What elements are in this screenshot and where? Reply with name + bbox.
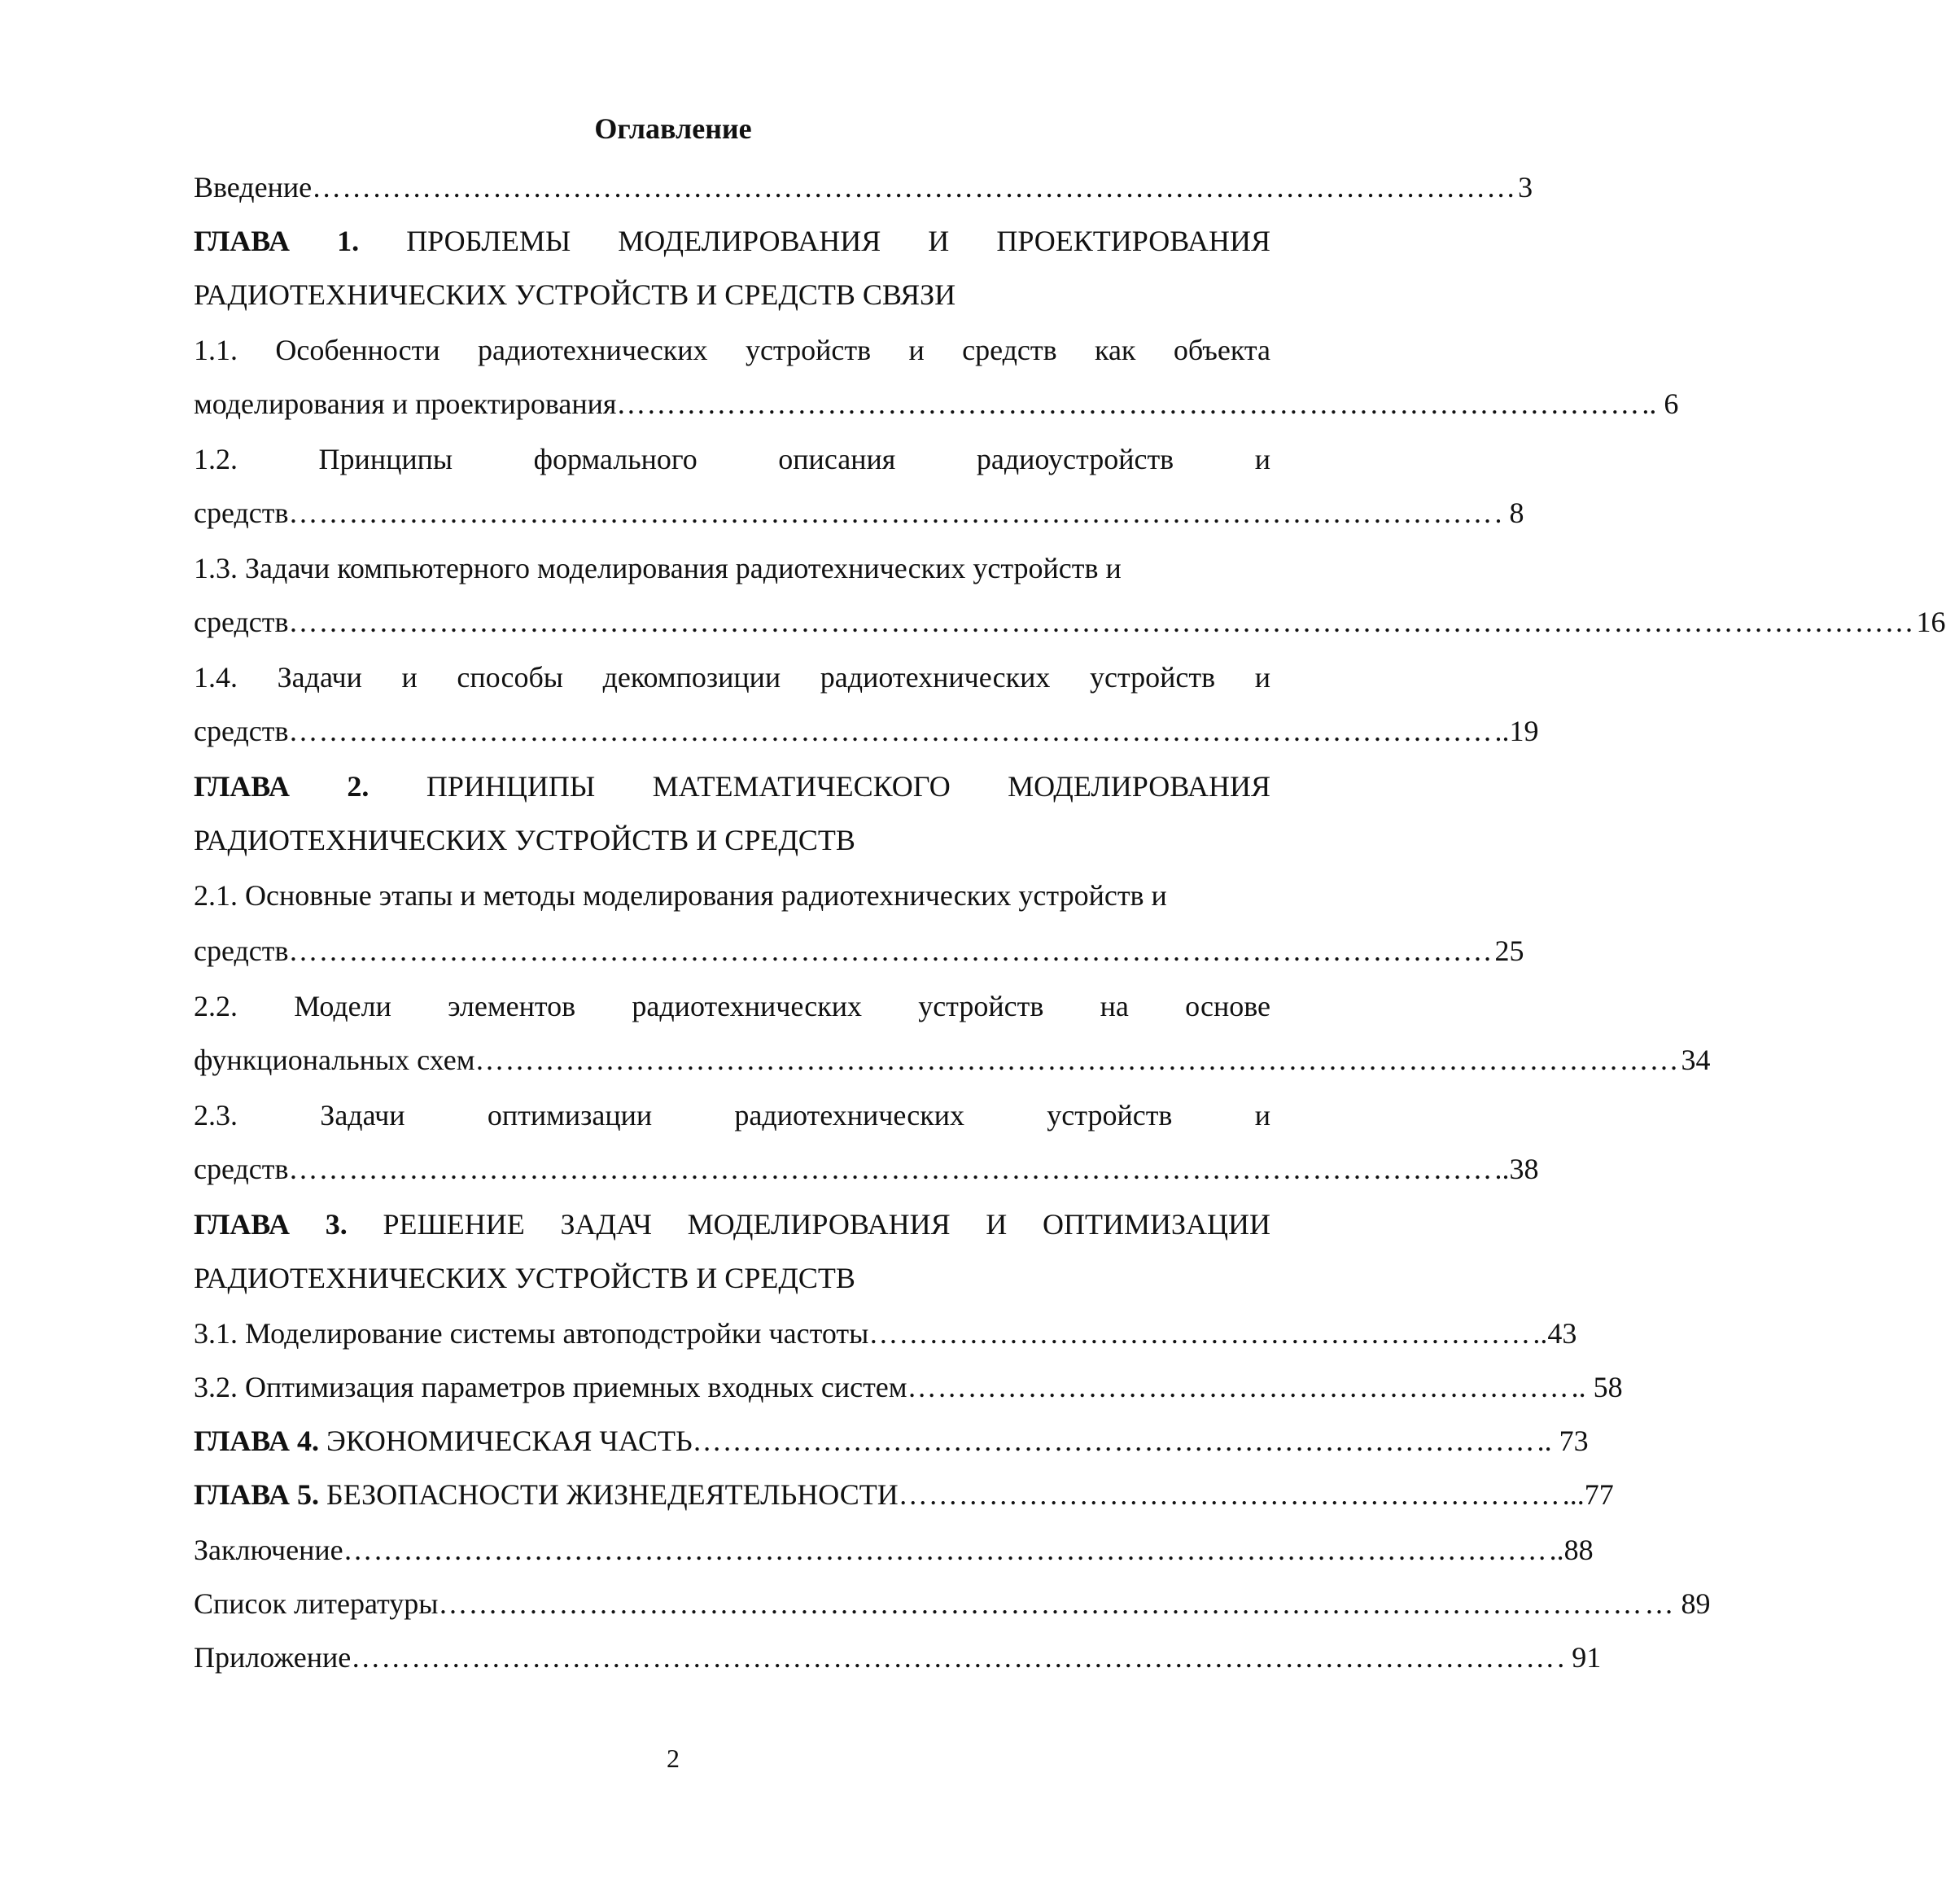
chapter-label: ГЛАВА 4.: [194, 1425, 320, 1457]
toc-entry-label: моделирования и проектирования: [194, 387, 617, 420]
dot-leader: …………………………………………………………………………………………………………: [288, 1153, 1493, 1185]
toc-entry-appendix[interactable]: [194, 1638, 1602, 1677]
toc-section-1-4-line2[interactable]: [194, 711, 1539, 751]
dot-leader: …………………………………………………………………………………………………………: [312, 171, 1517, 204]
toc-page-number: ..19: [1494, 715, 1539, 747]
toc-page-number: … 89: [1644, 1587, 1711, 1620]
toc-section-2-3-line2[interactable]: [194, 1149, 1539, 1188]
dot-leader: …………………………………………………………………………………………………………: [288, 934, 1493, 967]
toc-entry-references[interactable]: [194, 1584, 1711, 1623]
toc-section-3-2[interactable]: [194, 1368, 1623, 1407]
toc-entry-label: Список литературы: [194, 1587, 439, 1620]
toc-entry-label: функциональных схем: [194, 1044, 475, 1076]
toc-section-1-1-line2[interactable]: [194, 384, 1679, 423]
toc-section-1-2-line2[interactable]: [194, 493, 1524, 532]
chapter-label: ГЛАВА 1.: [194, 225, 360, 257]
toc-section-2-3-line1[interactable]: 2.3. Задачи оптимизации радиотехнических устройств и: [194, 1099, 1270, 1131]
dot-leader: …………………………………………………………………………………………………………: [351, 1641, 1556, 1674]
chapter-title: ПРИНЦИПЫ МАТЕМАТИЧЕСКОГО МОДЕЛИРОВАНИЯ: [426, 770, 1270, 803]
toc-chapter-3-line2[interactable]: РАДИОТЕХНИЧЕСКИХ УСТРОЙСТВ И СРЕДСТВ: [194, 1262, 855, 1294]
toc-entry-label: Приложение: [194, 1641, 352, 1674]
toc-page-number: . 91: [1557, 1641, 1602, 1674]
toc-page-number: .. 58: [1571, 1371, 1623, 1403]
toc-section-2-1-line1[interactable]: 2.1. Основные этапы и методы моделирования радиотехнических устройств и: [194, 879, 1167, 912]
toc-section-1-3-line1[interactable]: 1.3. Задачи компьютерного моделирования радиотехнических устройств и: [194, 552, 1122, 584]
toc-entry-label: Введение: [194, 171, 313, 204]
toc-chapter-1-line1[interactable]: [194, 221, 1270, 260]
dot-leader: …………………………………………………………………………………………: [616, 387, 1641, 420]
toc-section-3-1[interactable]: [194, 1314, 1577, 1353]
chapter-title: РЕШЕНИЕ ЗАДАЧ МОДЕЛИРОВАНИЯ И ОПТИМИЗАЦИИ: [383, 1208, 1271, 1241]
toc-entry-label: средств: [194, 934, 289, 967]
toc-page-number: ..43: [1533, 1317, 1577, 1350]
dot-leader: …………………………………………………………………………………………………………: [288, 497, 1493, 529]
toc-section-1-2-line1[interactable]: 1.2. Принципы формального описания радиоустройств и: [194, 443, 1270, 475]
toc-chapter-1-line2[interactable]: РАДИОТЕХНИЧЕСКИХ УСТРОЙСТВ И СРЕДСТВ СВЯЗИ: [194, 278, 956, 311]
dot-leader: …………………………………………………………………………: [692, 1425, 1536, 1457]
chapter-label: ГЛАВА 2.: [194, 770, 370, 803]
toc-page-number: ...77: [1562, 1478, 1614, 1511]
chapter-title: БЕЗОПАСНОСТИ ЖИЗНЕДЕЯТЕЛЬНОСТИ: [319, 1478, 899, 1511]
toc-page-number: ..38: [1494, 1153, 1539, 1185]
chapter-label: ГЛАВА 5.: [194, 1478, 320, 1511]
toc-entry-intro[interactable]: [194, 168, 1533, 207]
dot-leader: …………………………………………………………: [898, 1478, 1561, 1511]
toc-page-number: 3: [1518, 171, 1533, 204]
toc-page-number: .. 6: [1642, 387, 1679, 420]
chapter-title: ПРОБЛЕМЫ МОДЕЛИРОВАНИЯ И ПРОЕКТИРОВАНИЯ: [406, 225, 1271, 257]
toc-chapter-2-line2[interactable]: РАДИОТЕХНИЧЕСКИХ УСТРОЙСТВ И СРЕДСТВ: [194, 824, 855, 856]
toc-section-1-4-line1[interactable]: 1.4. Задачи и способы декомпозиции радиотехнических устройств и: [194, 661, 1270, 694]
dot-leader: …………………………………………………………………………………………………………: [288, 715, 1493, 747]
toc-page-number: 16: [1916, 606, 1946, 638]
toc-entry-label: средств: [194, 606, 289, 638]
toc-section-2-2-line2[interactable]: [194, 1040, 1711, 1079]
toc-entry-label: 3.1. Моделирование системы автоподстройки частоты: [194, 1317, 869, 1350]
chapter-label: ГЛАВА 3.: [194, 1208, 348, 1241]
dot-leader: …………………………………………………………………………………………………………: [474, 1044, 1680, 1076]
toc-entry-label: средств: [194, 715, 289, 747]
toc-page-number: 34: [1681, 1044, 1711, 1076]
toc-chapter-2-line1[interactable]: [194, 767, 1270, 806]
toc-section-1-1-line1[interactable]: 1.1. Особенности радиотехнических устройств и средств как объекта: [194, 334, 1270, 366]
dot-leader: ………………………………………………………………………………………………………………………………………………: [288, 606, 1915, 638]
dot-leader: …………………………………………………………………………………………………………: [343, 1534, 1548, 1566]
toc-title: Оглавление: [594, 112, 752, 145]
toc-page-number: . 8: [1494, 497, 1524, 529]
toc-entry-label: 3.2. Оптимизация параметров приемных входных систем: [194, 1371, 907, 1403]
toc-section-1-3-line2[interactable]: [194, 602, 1946, 641]
toc-section-2-2-line1[interactable]: 2.2. Модели элементов радиотехнических устройств на основе: [194, 990, 1270, 1022]
toc-entry-label: Заключение: [194, 1534, 343, 1566]
toc-chapter-3-line1[interactable]: [194, 1205, 1270, 1244]
toc-entry-label: [194, 1421, 693, 1460]
chapter-title: ЭКОНОМИЧЕСКАЯ ЧАСТЬ: [319, 1425, 693, 1457]
toc-section-2-1-line2[interactable]: [194, 931, 1524, 970]
toc-entry-label: [194, 1475, 899, 1514]
toc-entry-label: средств: [194, 497, 289, 529]
toc-chapter-5[interactable]: [194, 1475, 1614, 1514]
toc-chapter-4[interactable]: [194, 1421, 1589, 1460]
toc-entry-conclusion[interactable]: [194, 1530, 1594, 1569]
dot-leader: …………………………………………………………: [907, 1371, 1570, 1403]
dot-leader: …………………………………………………………: [868, 1317, 1532, 1350]
toc-page-number: ..88: [1549, 1534, 1594, 1566]
dot-leader: …………………………………………………………………………………………………………: [438, 1587, 1643, 1620]
toc-page-number: .. 73: [1537, 1425, 1589, 1457]
page-number: 2: [667, 1744, 680, 1773]
toc-page-number: 25: [1494, 934, 1524, 967]
toc-entry-label: средств: [194, 1153, 289, 1185]
